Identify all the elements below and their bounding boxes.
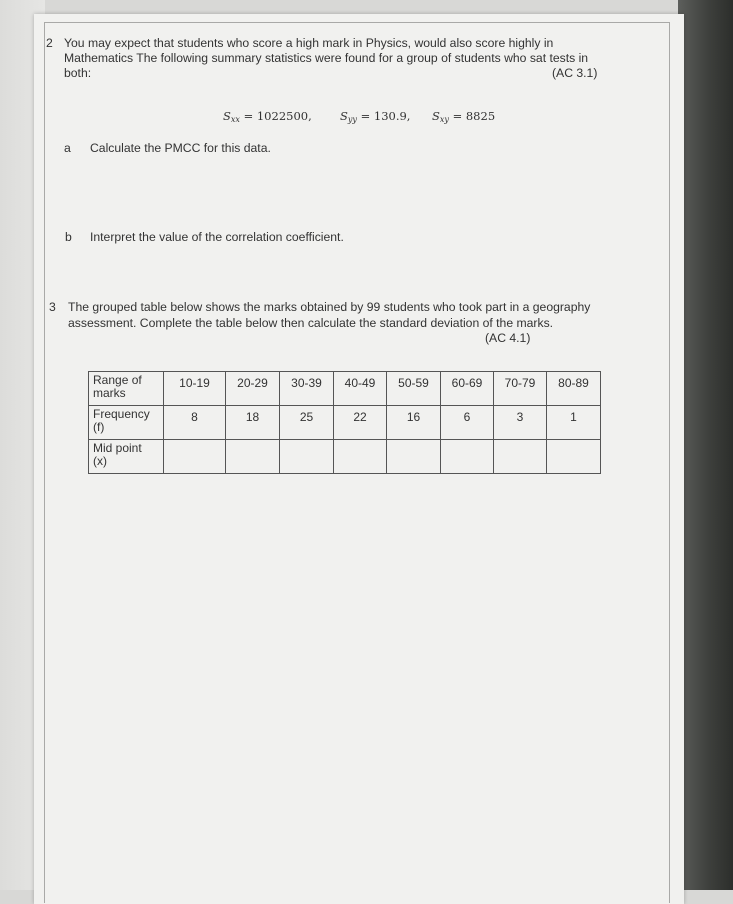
midpoint-empty-cell [387, 440, 441, 474]
stat-sxx-sub: xx [230, 115, 240, 124]
q2-part-b-text: Interpret the value of the correlation coefficient. [90, 230, 344, 244]
row-label-midpoint: Mid point (x) [89, 440, 164, 474]
q3-text-line1: The grouped table below shows the marks obtained by 99 students who took part in a geography [68, 300, 591, 314]
q2-text-line2: Mathematics The following summary statistics were found for a group of students who sat tests in [64, 51, 589, 65]
midpoint-empty-cell [441, 440, 494, 474]
desk-edge-shadow [678, 0, 733, 890]
frequency-cell: 3 [494, 406, 547, 440]
stat-syy-sub: yy [347, 115, 357, 124]
midpoint-empty-cell [226, 440, 280, 474]
range-cell: 30-39 [280, 372, 334, 406]
stat-sxy-sub: xy [439, 115, 449, 124]
stat-sxx: $S_{xx} = 1022500$, [223, 109, 312, 124]
table-row-midpoint [89, 440, 601, 474]
range-cell: 10-19 [164, 372, 226, 406]
midpoint-empty-cell [494, 440, 547, 474]
q2-part-a-text: Calculate the PMCC for this data. [90, 141, 271, 155]
midpoint-empty-cell [164, 440, 226, 474]
q2-text-line1: You may expect that students who score a high mark in Physics, would also score highly in [64, 36, 554, 50]
q2-text-line3: both: [64, 66, 92, 80]
q2-ac-reference: (AC 3.1) [552, 66, 598, 80]
range-cell: 70-79 [494, 372, 547, 406]
stat-sxy: $S_{xy} = 8825$ [432, 109, 496, 124]
row-label-range: Range of marks [89, 372, 164, 406]
midpoint-empty-cell [334, 440, 387, 474]
worksheet-page [34, 14, 684, 904]
frequency-cell: 1 [547, 406, 601, 440]
frequency-cell: 16 [387, 406, 441, 440]
frequency-cell: 22 [334, 406, 387, 440]
stat-syy: $S_{yy} = 130.9$, [340, 109, 411, 124]
frequency-cell: 25 [280, 406, 334, 440]
table-row-range [89, 372, 601, 406]
stat-sxx-value: = 1022500, [243, 109, 312, 123]
grouped-frequency-table [88, 371, 601, 474]
range-cell: 20-29 [226, 372, 280, 406]
frequency-cell: 6 [441, 406, 494, 440]
frequency-cell: 18 [226, 406, 280, 440]
row-label-frequency: Frequency (f) [89, 406, 164, 440]
range-cell: 40-49 [334, 372, 387, 406]
table-row-frequency [89, 406, 601, 440]
midpoint-empty-cell [547, 440, 601, 474]
midpoint-empty-cell [280, 440, 334, 474]
q2-part-b-letter: b [65, 230, 72, 244]
stat-sxy-value: = 8825 [452, 109, 496, 123]
range-cell: 80-89 [547, 372, 601, 406]
range-cell: 60-69 [441, 372, 494, 406]
frequency-cell: 8 [164, 406, 226, 440]
q2-part-a-letter: a [64, 141, 71, 155]
q3-number: 3 [49, 300, 56, 314]
q3-ac-reference: (AC 4.1) [485, 331, 531, 345]
stat-syy-value: = 130.9, [360, 109, 411, 123]
q3-text-line2: assessment. Complete the table below then calculate the standard deviation of the marks. [68, 316, 554, 330]
range-cell: 50-59 [387, 372, 441, 406]
q2-number: 2 [46, 36, 53, 50]
